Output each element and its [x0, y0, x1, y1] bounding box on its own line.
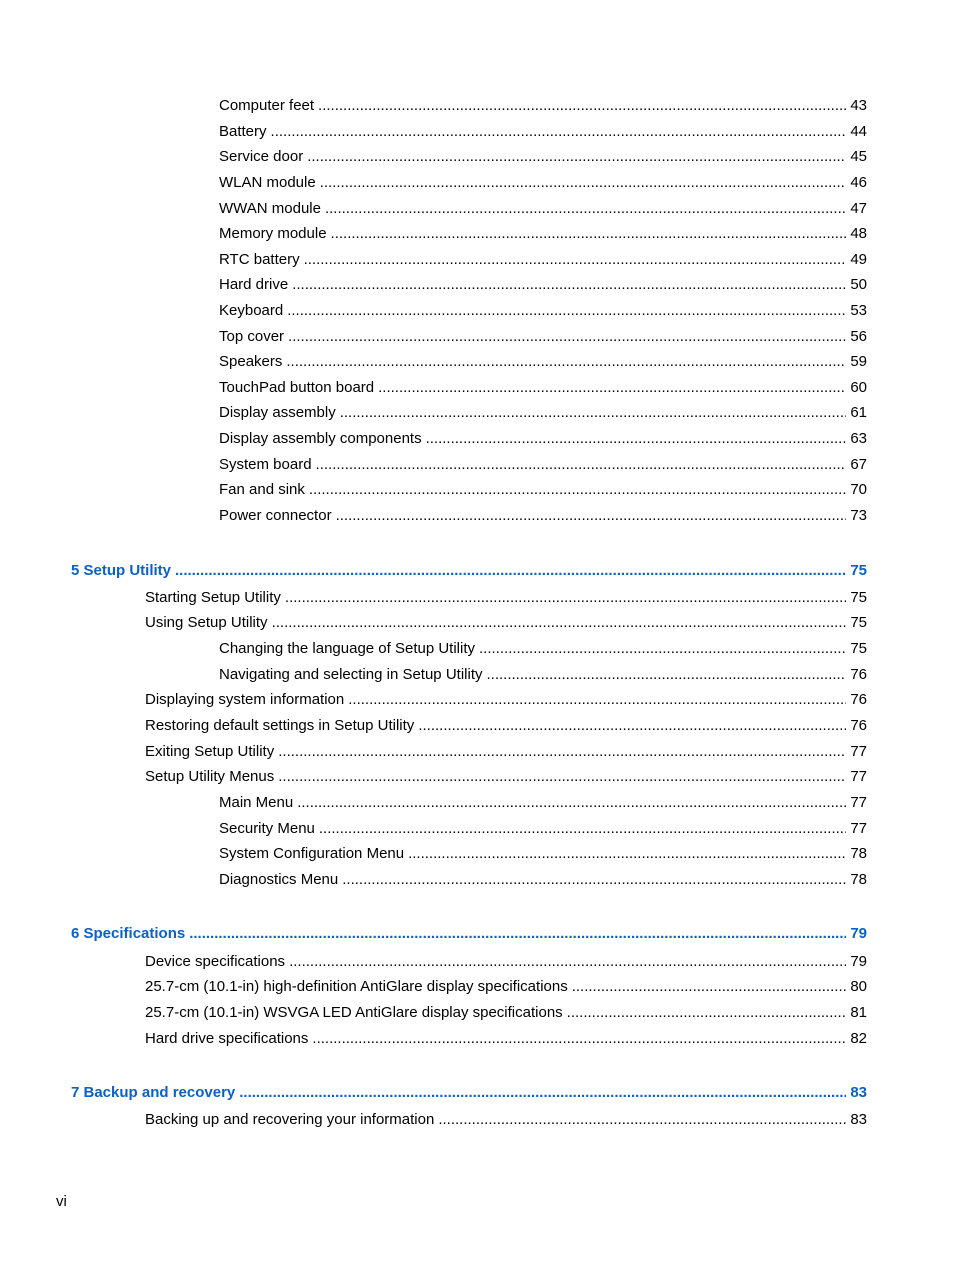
toc-entry-label: Navigating and selecting in Setup Utility: [219, 666, 483, 683]
toc-page-number: 50: [850, 276, 867, 293]
toc-page-number: 49: [850, 251, 867, 268]
toc-entry[interactable]: [145, 1029, 867, 1049]
toc-entry-label: Diagnostics Menu: [219, 871, 339, 888]
toc-page-number: 44: [850, 123, 867, 140]
toc-entry-label: System Configuration Menu: [219, 845, 405, 862]
toc-page-number: 78: [850, 871, 867, 888]
toc-page-number: 80: [850, 978, 867, 995]
toc-entry[interactable]: [219, 301, 867, 321]
toc-entry[interactable]: [219, 275, 867, 295]
toc-page-number: 83: [850, 1111, 867, 1128]
toc-entry-label: Device specifications: [145, 953, 286, 970]
toc-entry-label: Top cover: [219, 328, 285, 345]
toc-page-number: 77: [850, 820, 867, 837]
toc-entry-label: RTC battery: [219, 251, 300, 268]
toc-entry-label: System board: [219, 456, 312, 473]
toc-page-number: 76: [850, 666, 867, 683]
toc-entry[interactable]: [219, 403, 867, 423]
toc-entry[interactable]: [145, 1110, 867, 1130]
toc-page-number: 75: [850, 562, 867, 579]
toc-entry[interactable]: [219, 506, 867, 526]
toc-page-number: 45: [850, 148, 867, 165]
toc-page-number: 76: [850, 717, 867, 734]
toc-page-number: 81: [850, 1004, 867, 1021]
toc-page-number: 46: [850, 174, 867, 191]
toc-entry-label: Memory module: [219, 225, 327, 242]
toc-entry[interactable]: [145, 1003, 867, 1023]
toc-chapter-link[interactable]: [71, 561, 867, 581]
toc-entry-label: Fan and sink: [219, 481, 305, 498]
toc-page-number: 75: [850, 640, 867, 657]
toc-entry[interactable]: [145, 767, 867, 787]
toc-page-number: 67: [850, 456, 867, 473]
toc-page-number: 79: [850, 953, 867, 970]
toc-entry-label: Changing the language of Setup Utility: [219, 640, 476, 657]
toc-chapter-title: 5 Setup Utility: [71, 562, 172, 579]
toc-page-number: 53: [850, 302, 867, 319]
toc-entry-label: Computer feet: [219, 97, 315, 114]
toc-entry[interactable]: [145, 977, 867, 997]
toc-entry-label: Main Menu: [219, 794, 294, 811]
toc-entry[interactable]: [145, 690, 867, 710]
toc-entry-label: Security Menu: [219, 820, 315, 837]
toc-page-number: 59: [850, 353, 867, 370]
toc-entry-label: Setup Utility Menus: [145, 768, 275, 785]
toc-entry-label: Hard drive: [219, 276, 289, 293]
toc-page-number: 75: [850, 614, 867, 631]
toc-page-number: 78: [850, 845, 867, 862]
toc-entry[interactable]: [219, 378, 867, 398]
toc-entry[interactable]: [219, 352, 867, 372]
toc-entry[interactable]: [219, 639, 867, 659]
toc-entry[interactable]: [219, 819, 867, 839]
toc-entry-label: Service door: [219, 148, 304, 165]
toc-entry-label: Backing up and recovering your information: [145, 1111, 435, 1128]
toc-entry[interactable]: [145, 613, 867, 633]
toc-page-number: 79: [850, 925, 867, 942]
toc-entry[interactable]: [219, 327, 867, 347]
toc-entry-label: Keyboard: [219, 302, 284, 319]
toc-entry-label: Hard drive specifications: [145, 1030, 309, 1047]
toc-page-number: 76: [850, 691, 867, 708]
toc-entry[interactable]: [219, 224, 867, 244]
toc-entry-label: Battery: [219, 123, 267, 140]
toc-page-number: 48: [850, 225, 867, 242]
toc-entry[interactable]: [145, 588, 867, 608]
toc-entry[interactable]: [219, 665, 867, 685]
toc-page-number: 75: [850, 589, 867, 606]
toc-entry-label: Speakers: [219, 353, 283, 370]
toc-page-number: 77: [850, 794, 867, 811]
toc-entry[interactable]: [219, 455, 867, 475]
toc-entry-label: Power connector: [219, 507, 332, 524]
toc-entry-label: 25.7-cm (10.1-in) high-definition AntiGlare display specifications: [145, 978, 568, 995]
toc-entry[interactable]: [219, 429, 867, 449]
toc-page-number: 83: [850, 1084, 867, 1101]
toc-page-number: 56: [850, 328, 867, 345]
toc-page-number: 47: [850, 200, 867, 217]
toc-entry[interactable]: [145, 716, 867, 736]
toc-entry[interactable]: [219, 250, 867, 270]
toc-page-number: 60: [850, 379, 867, 396]
toc-entry-label: Using Setup Utility: [145, 614, 268, 631]
toc-entry[interactable]: [219, 96, 867, 116]
toc-entry[interactable]: [219, 122, 867, 142]
toc-entry[interactable]: [219, 844, 867, 864]
toc-entry-label: Restoring default settings in Setup Utility: [145, 717, 415, 734]
toc-entry-label: Starting Setup Utility: [145, 589, 281, 606]
toc-page-number: 61: [850, 404, 867, 421]
toc-entry[interactable]: [219, 147, 867, 167]
toc-entry-label: WWAN module: [219, 200, 321, 217]
toc-entry-label: TouchPad button board: [219, 379, 375, 396]
toc-page-number: 82: [850, 1030, 867, 1047]
toc-chapter-title: 6 Specifications: [71, 925, 186, 942]
footer-page-number: vi: [56, 1193, 67, 1210]
toc-chapter-link[interactable]: [71, 924, 867, 944]
toc-entry-label: WLAN module: [219, 174, 316, 191]
toc-entry[interactable]: [219, 199, 867, 219]
toc-page-number: 63: [850, 430, 867, 447]
toc-page-number: 77: [850, 768, 867, 785]
toc-entry[interactable]: [219, 870, 867, 890]
toc-entry-label: Displaying system information: [145, 691, 345, 708]
toc-entry[interactable]: [219, 480, 867, 500]
toc-entry-label: Display assembly components: [219, 430, 422, 447]
toc-entry[interactable]: [219, 793, 867, 813]
toc-chapter-link[interactable]: [71, 1083, 867, 1103]
toc-entry-label: Exiting Setup Utility: [145, 743, 275, 760]
toc-entry-label: 25.7-cm (10.1-in) WSVGA LED AntiGlare display specifications: [145, 1004, 563, 1021]
toc-entry[interactable]: [145, 742, 867, 762]
toc-entry-label: Display assembly: [219, 404, 336, 421]
toc-page-number: 77: [850, 743, 867, 760]
toc-entry[interactable]: [145, 952, 867, 972]
toc-entry[interactable]: [219, 173, 867, 193]
toc-page-number: 43: [850, 97, 867, 114]
toc-chapter-title: 7 Backup and recovery: [71, 1084, 236, 1101]
toc-page-number: 73: [850, 507, 867, 524]
toc-page-number: 70: [850, 481, 867, 498]
